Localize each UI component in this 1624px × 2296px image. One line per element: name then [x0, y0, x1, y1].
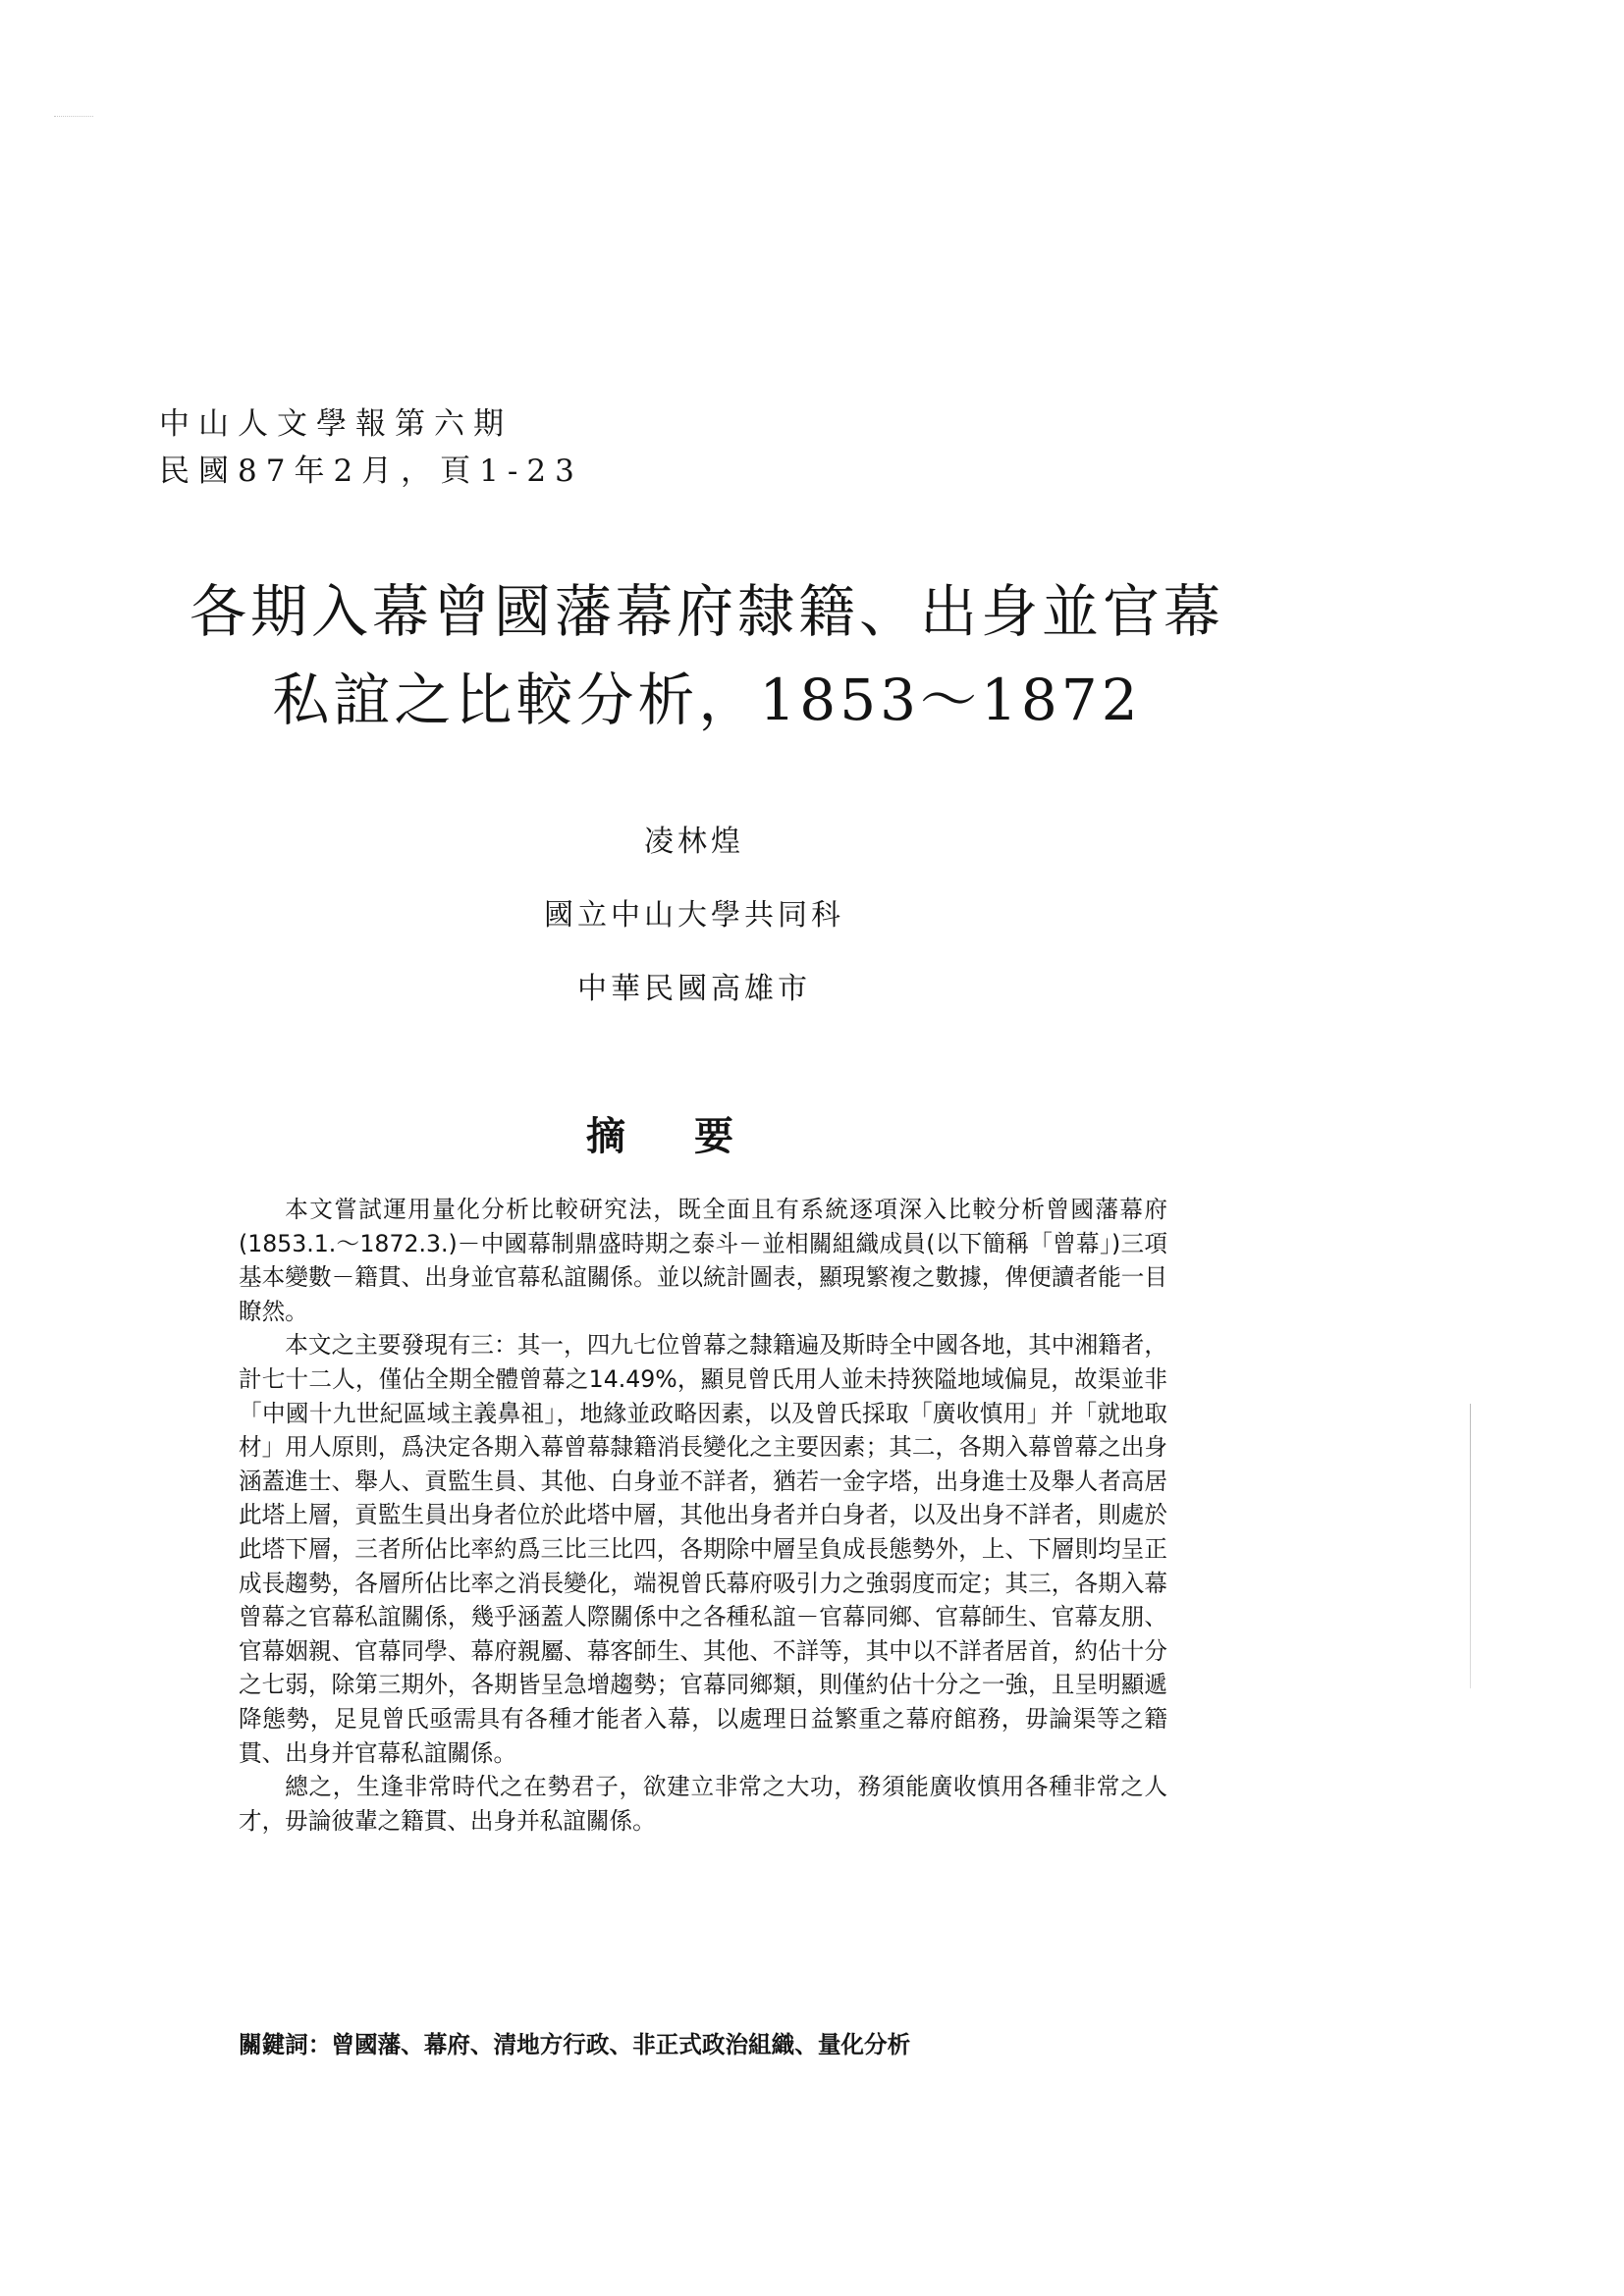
journal-date-pages: 民國87年2月，頁1-23 [159, 454, 583, 489]
author-name: 凌林煌 [644, 825, 744, 859]
author-block [0, 805, 1388, 1026]
abstract-heading: 摘要 [586, 1114, 802, 1159]
author-affiliation: 國立中山大學共同科 [544, 898, 844, 933]
abstract-paragraph-1: 本文嘗試運用量化分析比較研究法，既全面且有系統逐項深入比較分析曾國藩幕府(1853.1.～1872.3.)－中國幕制鼎盛時期之泰斗－並相關組織成員(以下簡稱「曾幕」)三項基本變數－籍貫、出身並官幕私誼關係。並以統計圖表，顯現繁複之數據，俾便讀者能一目瞭然。 [239, 1196, 1167, 1325]
scan-artifact-line [1470, 1404, 1471, 1688]
abstract-paragraph-2: 本文之主要發現有三：其一，四九七位曾幕之隸籍遍及斯時全中國各地，其中湘籍者，計七十二人，僅佔全期全體曾幕之14.49%，顯見曾氏用人並未持狹隘地域偏見，故渠並非「中國十九世紀區域主義鼻祖」，地緣並政略因素，以及曾氏採取「廣收慎用」并「就地取材」用人原則，爲決定各期入幕曾幕隸籍消長變化之主要因素；其二，各期入幕曾幕之出身涵蓋進士、舉人、貢監生員、其他、白身並不詳者，猶若一金字塔，出身進士及舉人者高居此塔上層，貢監生員出身者位於此塔中層，其他出身者并白身者，以及出身不詳者，則處於此塔下層，三者所佔比率約爲三比三比四，各期除中層呈負成長態勢外，上、下層則均呈正成長趨勢，各層所佔比率之消長變化，端視曾氏幕府吸引力之強弱度而定；其三，各期入幕曾幕之官幕私誼關係，幾乎涵蓋人際關係中之各種私誼－官幕同鄉、官幕師生、官幕友朋、官幕姻親、官幕同學、幕府親屬、幕客師生、其他、不詳等，其中以不詳者居首，約佔十分之七弱，除第三期外，各期皆呈急增趨勢；官幕同鄉類，則僅約佔十分之一強，且呈明顯遞降態勢，足見曾氏亟需具有各種才能者入幕，以處理日益繁重之幕府館務，毋論渠等之籍貫、出身并官幕私誼關係。 [239, 1331, 1167, 1767]
scan-artifact-dots [54, 116, 93, 118]
journal-header [159, 400, 583, 495]
journal-issue: 中山人文學報第六期 [159, 406, 513, 442]
author-location: 中華民國高雄市 [577, 972, 811, 1006]
paper-title [0, 567, 1414, 744]
abstract-body [239, 1193, 1167, 1838]
keywords: 關鍵詞：曾國藩、幕府、清地方行政、非正式政治組織、量化分析 [239, 2031, 911, 2058]
title-line-1: 各期入幕曾國藩幕府隸籍、出身並官幕 [189, 578, 1224, 645]
abstract-paragraph-3: 總之，生逢非常時代之在勢君子，欲建立非常之大功，務須能廣收慎用各種非常之人才，毋論彼輩之籍貫、出身并私誼關係。 [239, 1773, 1167, 1835]
title-line-2: 私誼之比較分析，1853～1872 [272, 667, 1142, 733]
